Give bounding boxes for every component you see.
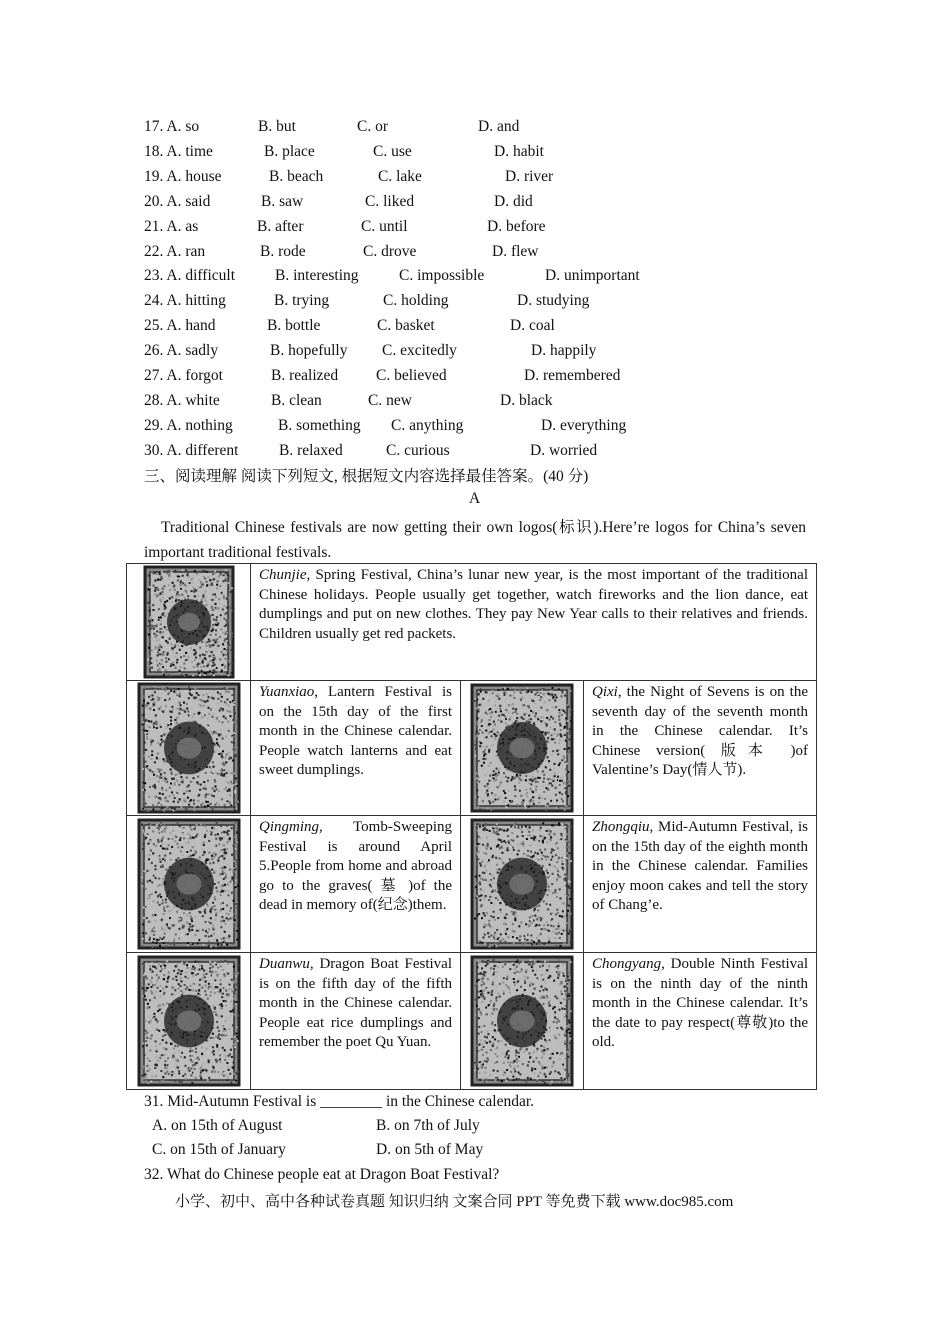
festival-text: Dragon Boat Festival is on the fifth day of the fifth month in the Chinese calendar. People eat rice dumplings and remember the poet Qu Yuan.	[259, 956, 452, 1051]
question-row	[144, 414, 844, 438]
choice-d: D. everything	[541, 416, 627, 434]
passage-title: A	[469, 490, 481, 507]
choice-a	[144, 140, 213, 164]
choice-d: D. habit	[494, 142, 544, 160]
choice-a-text: A. forgot	[166, 367, 223, 384]
choice-c: C. new	[368, 391, 412, 409]
choice-a	[144, 414, 233, 438]
question-row	[144, 264, 844, 288]
choice-b: B. beach	[269, 167, 324, 185]
question-number: 20.	[144, 192, 164, 210]
question-number: 26.	[144, 342, 164, 360]
festival-logo-cell	[127, 953, 251, 1090]
question-number: 29.	[144, 416, 164, 434]
choice-b: B. place	[264, 142, 315, 160]
choice-c: C. basket	[377, 317, 435, 335]
choice-a	[144, 364, 223, 388]
choice-b: B. saw	[261, 192, 304, 210]
duanwu-description	[251, 953, 461, 1090]
choice-c: C. excitedly	[382, 342, 457, 360]
festival-name: Yuanxiao	[259, 684, 315, 700]
question-row	[144, 364, 844, 388]
yuanxiao-description	[251, 681, 461, 816]
choice-d: D. studying	[517, 292, 590, 310]
zhongqiu-description	[584, 816, 817, 953]
choice-a-text: A. time	[166, 142, 213, 160]
question-number: 25.	[144, 317, 164, 335]
question-number: 18.	[144, 142, 164, 160]
choice-a	[144, 314, 215, 338]
question-row	[144, 190, 844, 214]
choice-d: D. before	[487, 217, 546, 235]
question-row	[144, 240, 844, 264]
choice-b: B. hopefully	[270, 342, 348, 360]
question-row	[144, 339, 844, 363]
festival-name: Qixi	[592, 684, 618, 700]
yuanxiao-logo-icon	[137, 682, 241, 814]
choice-a	[144, 215, 198, 239]
festival-name: Zhongqiu	[592, 819, 650, 835]
choice-d: D. did	[494, 192, 533, 210]
choice-c: C. anything	[391, 416, 464, 434]
festival-text: , Lantern Festival is on the 15th day of the first month in the Chinese calendar. People watch lanterns and eat sweet dumplings.	[259, 684, 452, 779]
festival-logo-cell	[461, 953, 584, 1090]
qixi-logo-icon	[470, 683, 574, 813]
question-number: 17.	[144, 118, 164, 135]
festival-name: Qingming	[259, 819, 319, 835]
choice-c: C. believed	[376, 367, 447, 384]
festival-text: , Mid-Autumn Festival, is on the 15th day of the eighth month in the Chinese calendar. Families enjoy moon cakes and tell the story of Chang’e.	[592, 819, 808, 914]
question-32-stem: 32. What do Chinese people eat at Dragon Boat Festival?	[144, 1166, 500, 1183]
choice-d: D. coal	[510, 317, 555, 335]
choice-a-text: A. different	[166, 441, 239, 459]
question-31-option-c: C. on 15th of January	[152, 1141, 286, 1158]
choice-a	[144, 439, 238, 463]
festival-table	[126, 563, 817, 1090]
question-number: 22.	[144, 242, 164, 260]
choice-a	[144, 190, 210, 214]
qingming-logo-icon	[137, 818, 241, 950]
chunjie-logo-icon	[143, 565, 235, 679]
choice-b: B. rode	[260, 242, 306, 260]
choice-d: D. remembered	[524, 367, 621, 384]
choice-c: C. impossible	[399, 267, 485, 285]
festival-text: , Double Ninth Festival is on the ninth day of the ninth month in the Chinese calendar. It’s the date to pay respect(尊敬)to the old.	[592, 956, 808, 1051]
festival-row	[127, 816, 817, 953]
qixi-description	[584, 681, 817, 816]
passage-intro: Traditional Chinese festivals are now getting their own logos(标识).Here’re logos for China’s seven important traditional festivals.	[144, 519, 806, 561]
choice-a	[144, 389, 220, 413]
question-number: 27.	[144, 367, 164, 384]
choice-b: B. interesting	[275, 267, 359, 285]
choice-b: B. clean	[271, 391, 322, 409]
choice-a-text: A. hand	[166, 317, 216, 335]
festival-logo-cell	[461, 681, 584, 816]
choice-a	[144, 115, 199, 139]
festival-logo-cell	[127, 681, 251, 816]
choice-c: C. use	[373, 142, 412, 160]
choice-b: B. realized	[271, 367, 339, 384]
chongyang-description	[584, 953, 817, 1090]
choice-c: C. drove	[363, 242, 417, 260]
question-row	[144, 314, 844, 338]
choice-c: C. lake	[378, 167, 422, 185]
choice-b: B. but	[258, 118, 296, 135]
festival-logo-cell	[461, 816, 584, 953]
choice-a-text: A. house	[166, 167, 222, 185]
section-heading: 三、阅读理解 阅读下列短文, 根据短文内容选择最佳答案。(40 分)	[144, 468, 589, 485]
festival-name: Duanwu,	[259, 956, 314, 972]
choice-b: B. bottle	[267, 317, 321, 335]
question-row	[144, 289, 844, 313]
festival-text: , Tomb-Sweeping Festival is around April 5.People from home and abroad go to the graves( 墓 )of the dead in memory of(纪念)them.	[259, 819, 452, 914]
question-31-option-a: A. on 15th of August	[152, 1117, 283, 1134]
choice-d: D. black	[500, 391, 553, 409]
choice-c: C. curious	[386, 441, 450, 459]
question-row	[144, 140, 844, 164]
question-number: 28.	[144, 391, 164, 409]
choice-b: B. something	[278, 416, 361, 434]
question-number: 24.	[144, 292, 164, 310]
choice-a	[144, 339, 218, 363]
festival-row	[127, 564, 817, 681]
choice-a	[144, 289, 226, 313]
choice-b: B. trying	[274, 292, 330, 310]
choice-d: D. and	[478, 118, 520, 135]
festival-row	[127, 953, 817, 1090]
duanwu-logo-icon	[137, 955, 241, 1087]
footer-note: 小学、初中、高中各种试卷真题 知识归纳 文案合同 PPT 等免费下载 www.doc985.com	[175, 1194, 734, 1210]
question-number: 19.	[144, 167, 164, 185]
choice-d: D. river	[505, 167, 554, 185]
question-number: 30.	[144, 441, 164, 459]
question-row	[144, 389, 844, 413]
festival-text: , Spring Festival, China’s lunar new year, is the most important of the traditional Chinese holidays. People usually get together, watch fireworks and the lion dance, eat dumplings and put on new clothes. They pay New Year calls to their relatives and friends. Children usually get red packets.	[259, 567, 808, 642]
chunjie-description	[251, 564, 817, 681]
choice-d: D. happily	[531, 342, 597, 360]
chongyang-logo-icon	[470, 955, 574, 1087]
choice-d: D. flew	[492, 242, 539, 260]
question-number: 23.	[144, 267, 164, 285]
festival-text: , the Night of Sevens is on the seventh day of the seventh month in the Chinese calendar. It’s Chinese version( 版本 )of Valentine’s Day(情人节).	[592, 684, 808, 779]
choice-a	[144, 264, 235, 288]
festival-name: Chunjie	[259, 567, 307, 583]
choice-d: D. unimportant	[545, 267, 640, 285]
choice-a	[144, 165, 222, 189]
festival-logo-cell	[127, 564, 251, 681]
choice-c: C. liked	[365, 192, 415, 210]
question-row	[144, 439, 844, 463]
choice-c: C. holding	[383, 292, 449, 310]
choice-a-text: A. hitting	[166, 292, 226, 310]
choice-a-text: A. nothing	[166, 416, 233, 434]
question-row	[144, 115, 844, 139]
choice-a-text: A. said	[166, 192, 211, 210]
question-31-option-d: D. on 5th of May	[376, 1141, 484, 1158]
question-31-option-b: B. on 7th of July	[376, 1117, 480, 1134]
question-number: 21.	[144, 217, 164, 235]
festival-name: Chongyang	[592, 956, 662, 972]
choice-a-text: A. ran	[166, 242, 206, 260]
question-row	[144, 215, 844, 239]
question-row	[144, 165, 844, 189]
choice-a-text: A. so	[166, 118, 200, 135]
choice-a-text: A. difficult	[166, 267, 235, 285]
choice-b: B. relaxed	[279, 441, 343, 459]
festival-row	[127, 681, 817, 816]
zhongqiu-logo-icon	[470, 818, 574, 950]
choice-a-text: A. white	[166, 391, 220, 409]
choice-d: D. worried	[530, 441, 598, 459]
choice-c: C. or	[357, 118, 388, 135]
choice-c: C. until	[361, 217, 408, 235]
question-31-stem: 31. Mid-Autumn Festival is ________ in the Chinese calendar.	[144, 1093, 535, 1110]
choice-a	[144, 240, 205, 264]
choice-a-text: A. as	[166, 217, 199, 235]
choice-a-text: A. sadly	[166, 342, 219, 360]
choice-b: B. after	[257, 217, 304, 235]
festival-logo-cell	[127, 816, 251, 953]
qingming-description	[251, 816, 461, 953]
